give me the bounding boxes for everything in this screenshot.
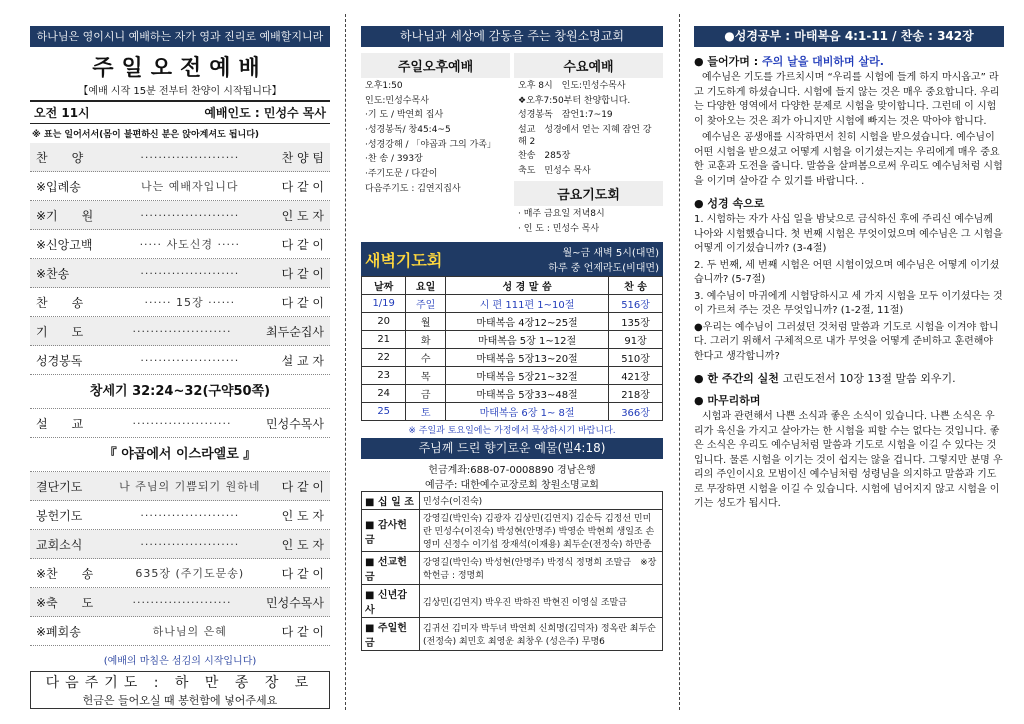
offering-type: ■ 선교헌금 (362, 552, 420, 585)
table-cell: 421장 (609, 367, 663, 385)
order-row (30, 588, 330, 617)
order-m: ······················ (140, 266, 240, 280)
table-cell: 마태복음 5장 1~12절 (446, 331, 609, 349)
order-l: 기 도 (36, 324, 84, 339)
offering-row (362, 552, 663, 585)
table-row (362, 385, 663, 403)
table-row (362, 349, 663, 367)
question-item: 3. 예수님이 마귀에게 시험당하시고 세 가지 시험을 모두 이기셨다는 것이 가르쳐 주는 것은 무엇입니까? (1-2절, 11절) (694, 290, 1003, 316)
offering-type: ■ 신년감사 (362, 585, 420, 618)
table-cell: 25 (362, 403, 406, 421)
account: 헌금계좌:688-07-0008890 경남은행 (428, 465, 596, 477)
service-time: 오전 11시 (34, 106, 90, 120)
order-r: 다 같 이 (281, 566, 324, 581)
list-item: 인도:민성수목사 (365, 95, 429, 106)
service-info (30, 100, 330, 124)
order-l: ※신앙고백 (36, 237, 93, 252)
church-banner: 하나님과 세상에 감동을 주는 창원소명교회 (361, 26, 663, 47)
offering-row (362, 510, 663, 552)
subtitle: 【예배 시작 15분 전부터 찬양이 시작됩니다】 (78, 86, 282, 97)
table-cell: 21 (362, 331, 406, 349)
table-cell: 토 (406, 403, 446, 421)
column-header: 찬 송 (609, 277, 663, 295)
order-l: ※폐회송 (36, 624, 81, 639)
order-l: 찬 송 (36, 295, 84, 310)
sermon-title: 『 야곱에서 이스라엘로 』 (30, 438, 330, 472)
intro-heading: ● 들어가며 : 주의 날을 대비하며 살라. (694, 55, 884, 68)
order-r: 다 같 이 (281, 295, 324, 310)
list-item: 찬송 285장 (518, 151, 571, 162)
order-m: ······················ (140, 150, 240, 164)
order-m: ······················ (132, 595, 232, 609)
order-m: 하나님의 은혜 (152, 625, 227, 638)
service-leader: 예배인도 : 민성수 목사 (204, 106, 326, 120)
order-l: ※찬 송 (36, 566, 94, 581)
order-row (30, 530, 330, 559)
order-row (30, 617, 330, 646)
offering-names: 강영길(박인숙) 박성현(안명주) 박정식 정명희 조말금 ※장학헌금 : 정명희 (420, 552, 663, 585)
table-cell: 주일 (406, 295, 446, 313)
table-cell: 366장 (609, 403, 663, 421)
order-r: 최두순집사 (266, 324, 324, 339)
table-cell: 20 (362, 313, 406, 331)
order-m: 635장 (주기도문송) (135, 567, 245, 580)
order-m: ······················ (140, 537, 240, 551)
list-item: 축도 민성수 목사 (518, 166, 591, 177)
list-item: · 인 도 : 민성수 목사 (518, 223, 600, 234)
order-r: 다 같 이 (281, 266, 324, 281)
table-cell: 24 (362, 385, 406, 403)
intro-paragraph-1: 예수님은 기도를 가르치시며 “우리를 시험에 들게 하지 마시옵고” 라고 기도하게 하셨습니다. 시험에 들지 않는 것은 매우 중요합니다. 우리는 다양한 영역에서 다양한 문제로 시험을 맞이합니다. 그런데 이 시험이 찾아오는 것은 죄가 아니지만 시험에 빠지는 것은 막아야 합니다. (694, 72, 1000, 127)
order-m: ······················ (132, 324, 232, 338)
order-l: ※찬송 (36, 266, 70, 281)
table-cell: 금 (406, 385, 446, 403)
order-m: 나는 예배자입니다 (141, 180, 239, 193)
order-l: 봉헌기도 (36, 508, 83, 523)
order-row (30, 172, 330, 201)
bible-study-column (694, 0, 1004, 724)
order-m: 나 주님의 기쁨되기 원하네 (119, 480, 261, 493)
notice-box (30, 671, 330, 709)
table-cell: 91장 (609, 331, 663, 349)
offering-note: 헌금은 들어오실 때 봉헌함에 넣어주세요 (82, 694, 278, 707)
order-l: 찬 양 (36, 150, 84, 165)
order-list-2 (30, 472, 330, 646)
offering-names: 김귀선 김미자 박두녀 박연희 신희명(김덕자) 정옥란 최두순(전정숙) 최민호 최영운 최창우 (성은주) 무명6 (420, 618, 663, 651)
column-header: 성 경 말 씀 (446, 277, 609, 295)
table-cell: 월 (406, 313, 446, 331)
practice-heading: ● 한 주간의 실천 고린도전서 10장 13절 말씀 외우기. (694, 372, 956, 385)
table-cell: 화 (406, 331, 446, 349)
order-r: 다 같 이 (281, 624, 324, 639)
list-item: ·주기도문 / 다같이 (365, 169, 438, 180)
offering-names: 강영길(박인숙) 김광자 김상민(김연지) 김순득 김정선 민미란 민성수(이진숙) 박성현(안명주) 박영순 박현희 생일조 손영미 신정수 이기섭 장재석(이재용) 최두순(전정숙) 하만종 (420, 510, 663, 552)
verse-banner: 하나님은 영이시니 예배하는 자가 영과 진리로 예배할지니라 (30, 26, 330, 47)
order-l: ※축 도 (36, 595, 94, 610)
offering-type: ■ 주일헌금 (362, 618, 420, 651)
table-row (362, 367, 663, 385)
offering-row (362, 585, 663, 618)
offering-row (362, 492, 663, 510)
order-row (30, 259, 330, 288)
next-prayer: 다음주기도 : 하 만 종 장 로 (45, 675, 315, 691)
order-r: 다 같 이 (281, 237, 324, 252)
list-item: · 매주 금요일 저녁8시 (518, 208, 605, 219)
account-holder: 예금주: 대한예수교장로회 창원소명교회 (425, 480, 599, 492)
list-item: ·찬 송 / 393장 (365, 154, 423, 165)
offering-type: ■ 십 일 조 (362, 492, 420, 510)
order-r: 다 같 이 (281, 179, 324, 194)
question-list (694, 213, 1004, 364)
study-banner: ●성경공부 : 마태복음 4:1-11 / 찬송 : 342장 (694, 26, 1004, 47)
offering-names: 김상민(김연지) 박우진 박하진 박현진 이영실 조말금 (420, 585, 663, 618)
order-r: 인 도 자 (281, 537, 324, 552)
order-row (30, 501, 330, 530)
table-cell: 218장 (609, 385, 663, 403)
table-cell: 1/19 (362, 295, 406, 313)
list-item: ·성경봉독/ 창45:4~5 (365, 125, 451, 136)
list-item: 오후1:50 (365, 81, 403, 91)
order-l: 교회소식 (36, 537, 83, 552)
offering-names: 민성수(이진숙) (420, 492, 663, 510)
list-item: 오후 8시 인도:민성수목사 (518, 81, 626, 91)
question-item: 2. 두 번째, 세 번째 시험은 어떤 시험이었으며 예수님은 어떻게 이기셨습니까? (5-7절) (694, 259, 1000, 285)
offering-row (362, 618, 663, 651)
order-m: ······ 15장 ······ (144, 296, 236, 309)
table-cell: 마태복음 5장13~20절 (446, 349, 609, 367)
order-r: 찬 양 팀 (281, 150, 324, 165)
column-header: 날짜 (362, 277, 406, 295)
list-item: ·기 도 / 박연희 집사 (365, 110, 444, 121)
order-r: 설 교 자 (281, 353, 324, 368)
order-row (30, 143, 330, 172)
order-row (30, 559, 330, 588)
order-row (30, 201, 330, 230)
order-row (30, 230, 330, 259)
table-cell: 마태복음 5장33~48절 (446, 385, 609, 403)
table-row (362, 313, 663, 331)
intro-paragraph-2: 예수님은 공생애를 시작하면서 친히 시험을 받으셨습니다. 예수님이 어떤 시험을 받으셨고 어떻게 시험을 이기셨는지는 우리에게 매우 중요한 교훈과 도전을 줍니다. 말씀을 살펴봄으로써 우리도 예수님처럼 시험을 이기며 살아갈 수 있기를 바랍니다. . (694, 132, 1003, 187)
order-row (30, 472, 330, 501)
table-row (362, 331, 663, 349)
morning-service-column (30, 0, 330, 724)
table-cell: 시 편 111편 1~10절 (446, 295, 609, 313)
order-r: 다 같 이 (281, 479, 324, 494)
table-cell: 135장 (609, 313, 663, 331)
order-m: ······················ (140, 208, 240, 222)
dawn-note: ※ 주일과 토요일에는 가정에서 묵상하시기 바랍니다. (408, 426, 616, 437)
list-item: 성경봉독 잠언1:7~19 (518, 110, 613, 121)
table-cell: 목 (406, 367, 446, 385)
order-r: 민성수목사 (266, 595, 324, 610)
dawn-prayer-header: 새벽기도회 월~금 새벽 5시(대면) 하루 중 언제라도(비대면) (361, 242, 663, 276)
scripture-ref: 창세기 32:24~32(구약50쪽) (30, 375, 330, 409)
list-item: ❖오후7:50부터 찬양합니다. (518, 95, 631, 106)
closing-heading: ● 마무리하며 (694, 394, 761, 407)
table-cell: 516장 (609, 295, 663, 313)
order-m: ······················ (140, 508, 240, 522)
scripture-heading: ● 성경 속으로 (694, 197, 765, 210)
order-m: ······················ (140, 353, 240, 367)
sermon-row: 설 교 ······················ 민성수목사 (30, 409, 330, 438)
order-r: 인 도 자 (281, 508, 324, 523)
dawn-prayer-table (361, 276, 663, 421)
order-m: ····· 사도신경 ····· (139, 238, 241, 251)
list-item: 설교 성경에서 얻는 지혜 잠언 강해 2 (518, 125, 652, 147)
closing-paragraph: 시험과 관련해서 나쁜 소식과 좋은 소식이 있습니다. 나쁜 소식은 우리가 육신을 가지고 살아가는 한 시험을 피할 수는 없다는 것입니다. 좋은 소식은 우리도 예수님처럼 말씀과 기도로 시험을 이길 수 있다는 것입니다. 물론 시험을 이기는 것이 쉽지는 않을 겁니다. 그렇지만 분명 우리의 주인이시요 모범이신 예수님처럼 성령님을 의지하고 말씀과 기도로 무장하면 시험을 이길 수 있습니다. 시험에 넘어지지 않고 시험을 이기는 성도가 됩시다. (694, 411, 1003, 509)
offering-type: ■ 감사헌금 (362, 510, 420, 552)
table-cell: 22 (362, 349, 406, 367)
table-cell: 23 (362, 367, 406, 385)
sunday-afternoon: 주일오후예배 오후1:50 인도:민성수목사 ·기 도 / 박연희 집사 ·성경봉독/ 창45:4~5 ·성경강해 / 「야곱과 그의 가족」 ·찬 송 / 393장 ·주기도문 / 다같이 다음주기도 : 김연지집사 (361, 53, 510, 238)
table-cell: 마태복음 4장12~25절 (446, 313, 609, 331)
question-item: 1. 시험하는 자가 사십 일을 밤낮으로 금식하신 후에 주리신 예수님께 나아와 시험했습니다. 첫 번째 시험은 무엇이었으며 예수님은 그 시험을 어떻게 이기셨습니까? (3-4절) (694, 214, 1003, 254)
order-row (30, 317, 330, 346)
table-row (362, 295, 663, 313)
order-l: 결단기도 (36, 479, 83, 494)
standing-note: ※ 표는 일어서서(몸이 불편하신 분은 앉아계셔도 됩니다) (32, 130, 260, 140)
church-events-column (361, 0, 663, 724)
order-l: 성경봉독 (36, 353, 83, 368)
offering-table (361, 491, 663, 651)
page-title: 주일오전예배 (92, 56, 268, 81)
list-item: 다음주기도 : 김연지집사 (365, 183, 461, 194)
table-cell: 510장 (609, 349, 663, 367)
wednesday-service: 수요예배 오후 8시 인도:민성수목사 ❖오후7:50부터 찬양합니다. 성경봉독 잠언1:7~19 설교 성경에서 얻는 지혜 잠언 강해 2 찬송 285장 축도 민성수 목사 금요기도회 · 매주 금요일 저녁8시 · 인 도 : 민성수 목사 (514, 53, 663, 238)
order-l: ※기 원 (36, 208, 94, 223)
order-list-1 (30, 143, 330, 375)
table-cell: 마태복음 5장21~32절 (446, 367, 609, 385)
column-header: 요일 (406, 277, 446, 295)
table-row (362, 403, 663, 421)
question-item: ●우리는 예수님이 그러셨던 것처럼 말씀과 기도로 시험을 이겨야 합니다. 그러기 위해서 구체적으로 내가 무엇을 어떻게 준비하고 훈련해야 한다고 생각합니까? (694, 321, 999, 362)
closing-note: (예배의 마침은 섬김의 시작입니다) (103, 656, 257, 667)
list-item: ·성경강해 / 「야곱과 그의 가족」 (365, 139, 496, 150)
table-cell: 수 (406, 349, 446, 367)
order-row (30, 346, 330, 375)
order-l: ※입례송 (36, 179, 81, 194)
offering-title: 주님께 드린 향기로운 예물(빌4:18) (361, 438, 663, 459)
order-row (30, 288, 330, 317)
order-r: 인 도 자 (281, 208, 324, 223)
table-cell: 마태복음 6장 1~ 8절 (446, 403, 609, 421)
